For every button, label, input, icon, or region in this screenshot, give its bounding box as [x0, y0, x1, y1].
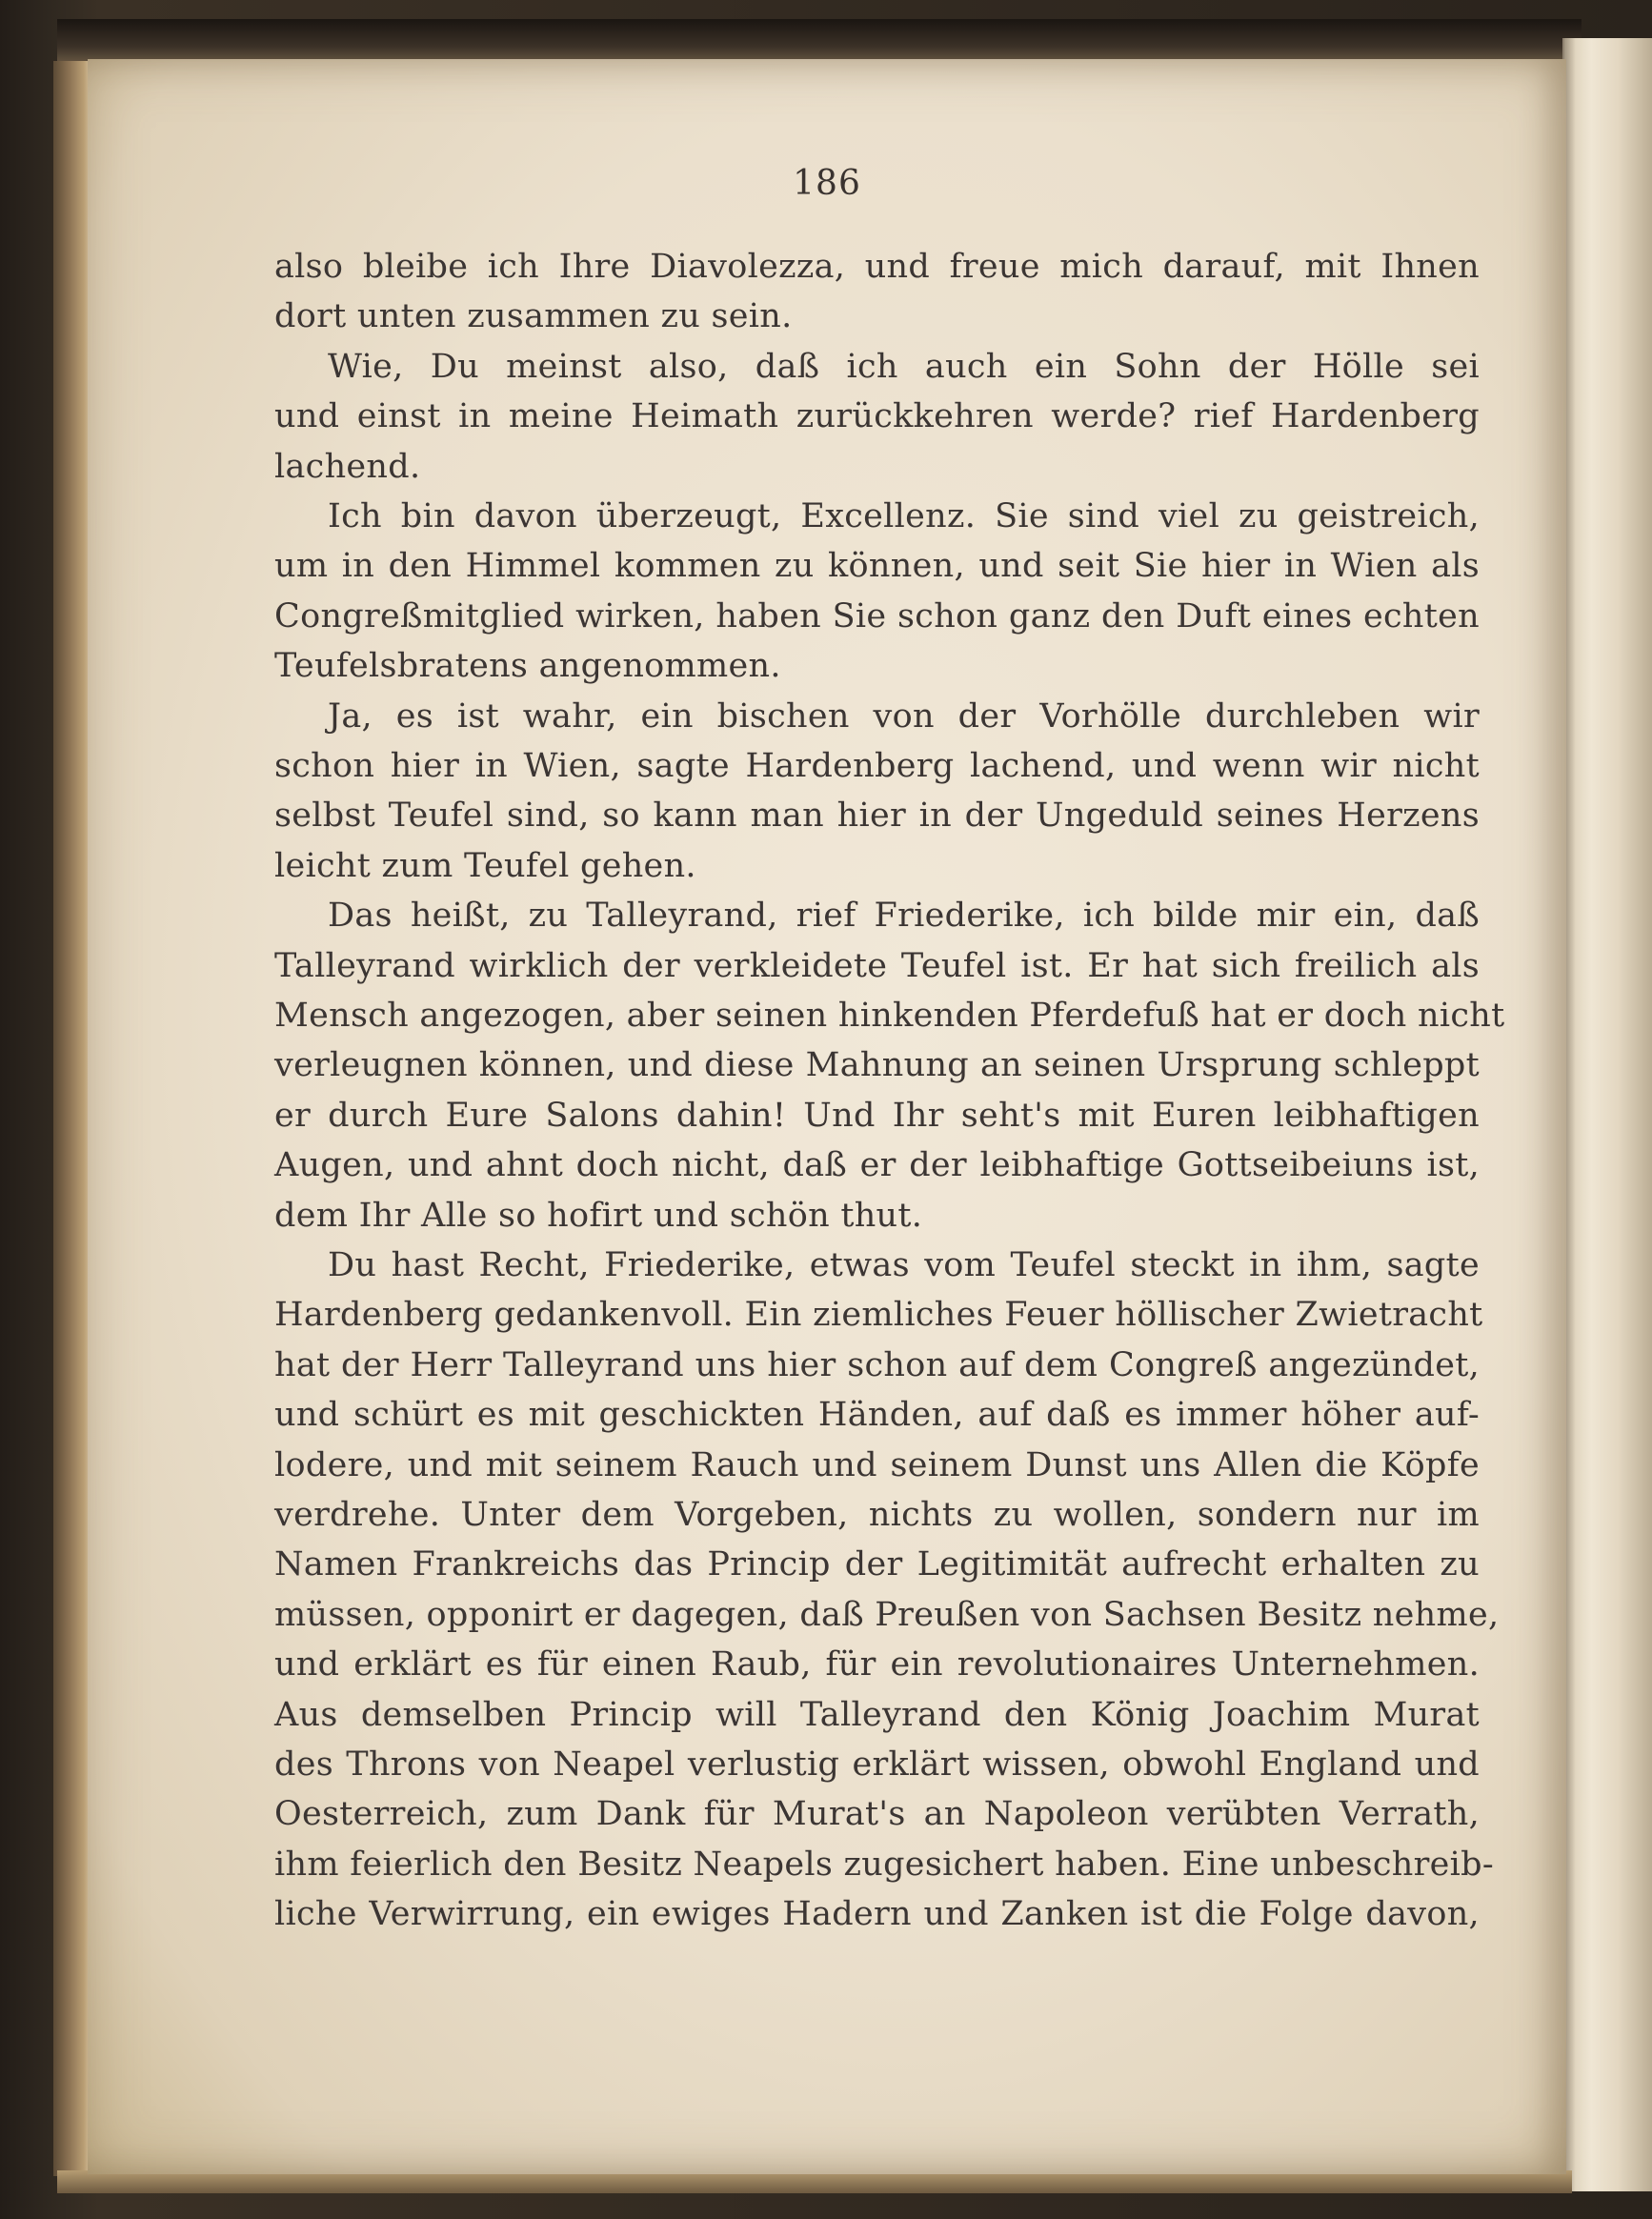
text-line: dort unten zusammen zu sein. [274, 297, 793, 336]
text-line: Talleyrand wirklich der verkleidete Teufel ist. Er hat sich freilich als [274, 946, 1480, 985]
text-line: um in den Himmel kommen zu können, und seit Sie hier in Wien als [274, 547, 1480, 586]
text-line: des Throns von Neapel verlustig erklärt wissen, obwohl England und [274, 1745, 1480, 1784]
book-top-edge [57, 19, 1581, 65]
text-line: und schürt es mit geschickten Händen, auf daß es immer höher auf- [274, 1396, 1480, 1435]
text-line: Du hast Recht, Friederike, etwas vom Teufel steckt in ihm, sagte [328, 1246, 1480, 1284]
text-line: selbst Teufel sind, so kann man hier in der Ungeduld seines Herzens [274, 797, 1480, 836]
text-line: Das heißt, zu Talleyrand, rief Friederike, ich bilde mir ein, daß [328, 897, 1480, 936]
text-line: ihm feierlich den Besitz Neapels zugesichert haben. Eine unbeschreib- [274, 1845, 1494, 1884]
text-line: Mensch angezogen, aber seinen hinkenden Pferdefuß hat er doch nicht [274, 997, 1505, 1035]
text-line: Oesterreich, zum Dank für Murat's an Napoleon verübten Verrath, [274, 1795, 1480, 1834]
text-line: er durch Eure Salons dahin! Und Ihr seht's mit Euren leibhaftigen [274, 1096, 1480, 1135]
text-line: dem Ihr Alle so hofirt und schön thut. [274, 1196, 923, 1235]
next-page-edge [1562, 38, 1652, 2191]
text-line: und erklärt es für einen Raub, für ein revolutionaires Unternehmen. [274, 1645, 1480, 1684]
text-line: verleugnen können, und diese Mahnung an seinen Ursprung schleppt [274, 1046, 1480, 1085]
text-line: Ich bin davon überzeugt, Excellenz. Sie sind viel zu geistreich, [328, 497, 1480, 535]
text-line: also bleibe ich Ihre Diavolezza, und freue mich darauf, mit Ihnen [274, 248, 1480, 286]
text-line: schon hier in Wien, sagte Hardenberg lachend, und wenn wir nicht [274, 747, 1480, 785]
text-line: liche Verwirrung, ein ewiges Hadern und Zanken ist die Folge davon, [274, 1895, 1480, 1934]
text-line: und einst in meine Heimath zurückkehren werde? rief Hardenberg [274, 397, 1480, 436]
text-line: Namen Frankreichs das Princip der Legitimität aufrecht erhalten zu [274, 1545, 1480, 1584]
text-line: Wie, Du meinst also, daß ich auch ein Sohn der Hölle sei [328, 347, 1480, 386]
text-line: hat der Herr Talleyrand uns hier schon auf dem Congreß angezündet, [274, 1345, 1480, 1384]
text-line: leicht zum Teufel gehen. [274, 846, 696, 885]
text-line: Hardenberg gedankenvoll. Ein ziemliches Feuer höllischer Zwietracht [274, 1296, 1483, 1335]
page-left-edge [53, 61, 91, 2176]
text-line: lodere, und mit seinem Rauch und seinem Dunst uns Allen die Köpfe [274, 1445, 1480, 1484]
text-line: Congreßmitglied wirken, haben Sie schon ganz den Duft eines echten [274, 596, 1480, 635]
text-line: verdrehe. Unter dem Vorgeben, nichts zu wollen, sondern nur im [274, 1496, 1480, 1534]
text-line: müssen, opponirt er dagegen, daß Preußen von Sachsen Besitz nehme, [274, 1595, 1500, 1634]
text-line: Ja, es ist wahr, ein bischen von der Vorhölle durchleben wir [328, 696, 1480, 736]
text-line: lachend. [274, 447, 421, 486]
page-number: 186 [793, 164, 861, 203]
text-line: Aus demselben Princip will Talleyrand den König Joachim Murat [274, 1695, 1480, 1734]
book-page [88, 59, 1566, 2174]
text-line: Teufelsbratens angenommen. [274, 647, 781, 686]
text-line: Augen, und ahnt doch nicht, daß er der leibhaftige Gottseibeiuns ist, [274, 1146, 1480, 1185]
